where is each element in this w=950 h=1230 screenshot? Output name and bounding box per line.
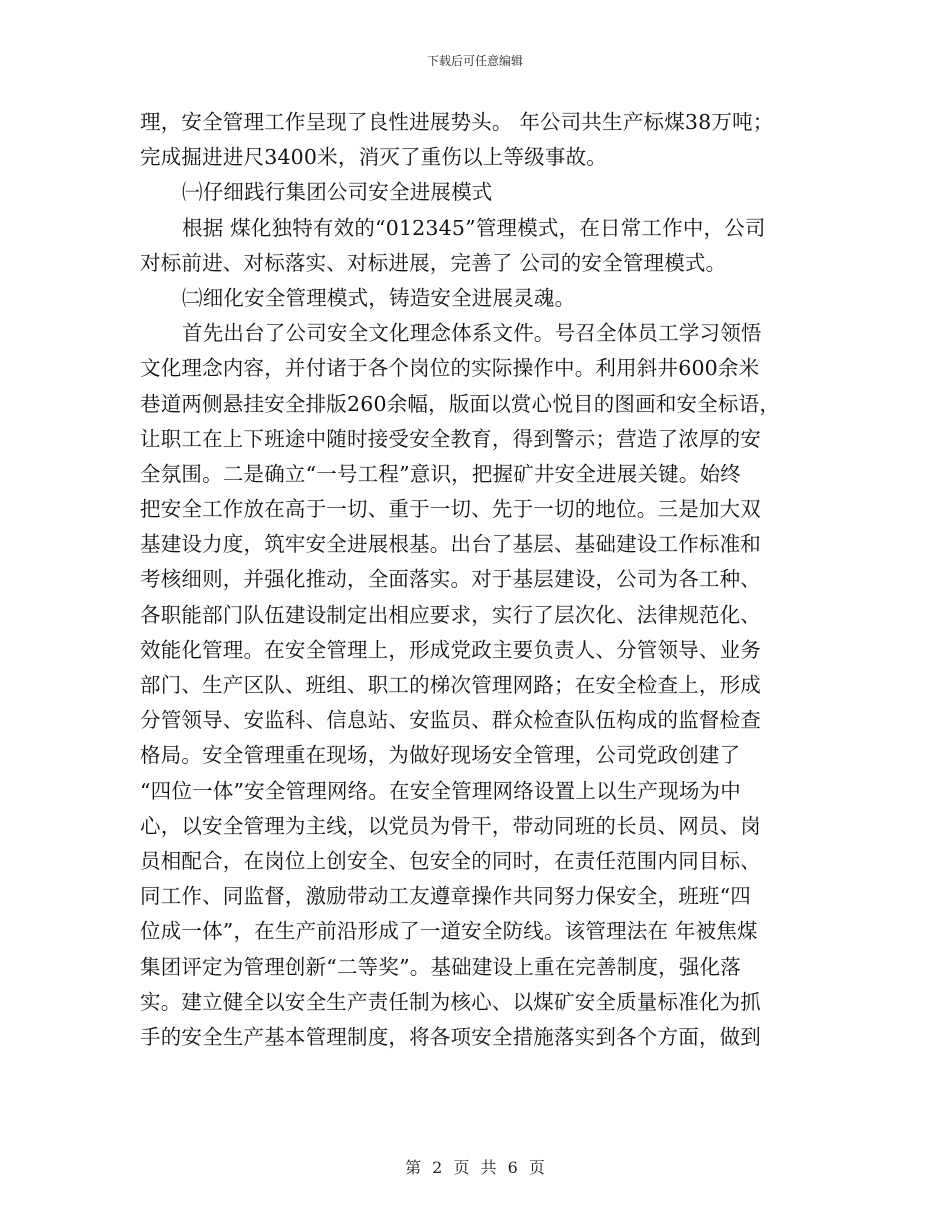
text-line: 文化理念内容，并付诸于各个岗位的实际操作中。利用斜井600余米 [140,356,760,381]
text-line: 实。建立健全以安全生产责任制为核心、以煤矿安全质量标准化为抓 [140,989,761,1014]
text-line: 理，安全管理工作呈现了良性进展势头。 年公司共生产标煤38万吨； [140,110,774,134]
text-line: 同工作、同监督，激励带动工友遵章操作共同努力保安全，班班“四 [140,884,751,909]
text-line: 完成掘进进尺3400米，消灭了重伤以上等级事故。 [140,145,607,170]
text-line: 对标前进、对标落实、对标进展，完善了 公司的安全管理模式。 [140,250,727,275]
document-body [140,105,808,1055]
text-line: 分管领导、安监科、信息站、安监员、群众检查队伍构成的监督检查 [140,708,761,733]
text-line: 首先出台了公司安全文化理念体系文件。号召全体员工学习领悟 [182,321,762,346]
text-line: 员相配合，在岗位上创安全、包安全的同时，在责任范围内同目标、 [140,848,761,873]
text-line: 各职能部门队伍建设制定出相应要求，实行了层次化、法律规范化、 [140,602,761,627]
text-line: 基建设力度，筑牢安全进展根基。出台了基层、基础建设工作标准和 [140,532,761,557]
page-header-note: 下载后可任意编辑 [426,54,523,68]
text-line: ㈠仔细践行集团公司安全进展模式 [182,180,493,205]
text-line: 考核细则，并强化推动，全面落实。对于基层建设，公司为各工种、 [140,567,761,592]
page-footer: 第 2 页 共 6 页 [405,1158,545,1177]
text-line: 心，以安全管理为主线，以党员为骨干，带动同班的长员、网员、岗 [140,813,761,838]
text-line: 根据 煤化独特有效的“012345”管理模式，在日常工作中，公司 [182,215,766,240]
text-line: 让职工在上下班途中随时接受安全教育，得到警示；营造了浓厚的安 [140,426,761,451]
text-line: 部门、生产区队、班组、职工的梯次管理网路；在安全检查上，形成 [140,673,761,697]
text-line: 集团评定为管理创新“二等奖”。基础建设上重在完善制度，强化落 [140,954,741,979]
text-line: 把安全工作放在高于一切、重于一切、先于一切的地位。三是加大双 [140,497,761,522]
text-line: “四位一体”安全管理网络。在安全管理网络设置上以生产现场为中 [140,778,741,803]
text-line: 巷道两侧悬挂安全排版260余幅，版面以赏心悦目的图画和安全标语， [140,391,781,416]
text-line: 全氛围。二是确立“一号工程”意识，把握矿井安全进展关键。始终 [140,461,741,486]
text-line: 位成一体”，在生产前沿形成了一道安全防线。该管理法在 年被焦煤 [140,919,758,944]
text-line: 效能化管理。在安全管理上，形成党政主要负责人、分管领导、业务 [140,637,761,662]
text-line: ㈡细化安全管理模式，铸造安全进展灵魂。 [182,285,576,310]
text-line: 手的安全生产基本管理制度，将各项安全措施落实到各个方面，做到 [140,1024,761,1049]
text-line: 格局。安全管理重在现场，为做好现场安全管理，公司党政创建了 [140,743,741,768]
